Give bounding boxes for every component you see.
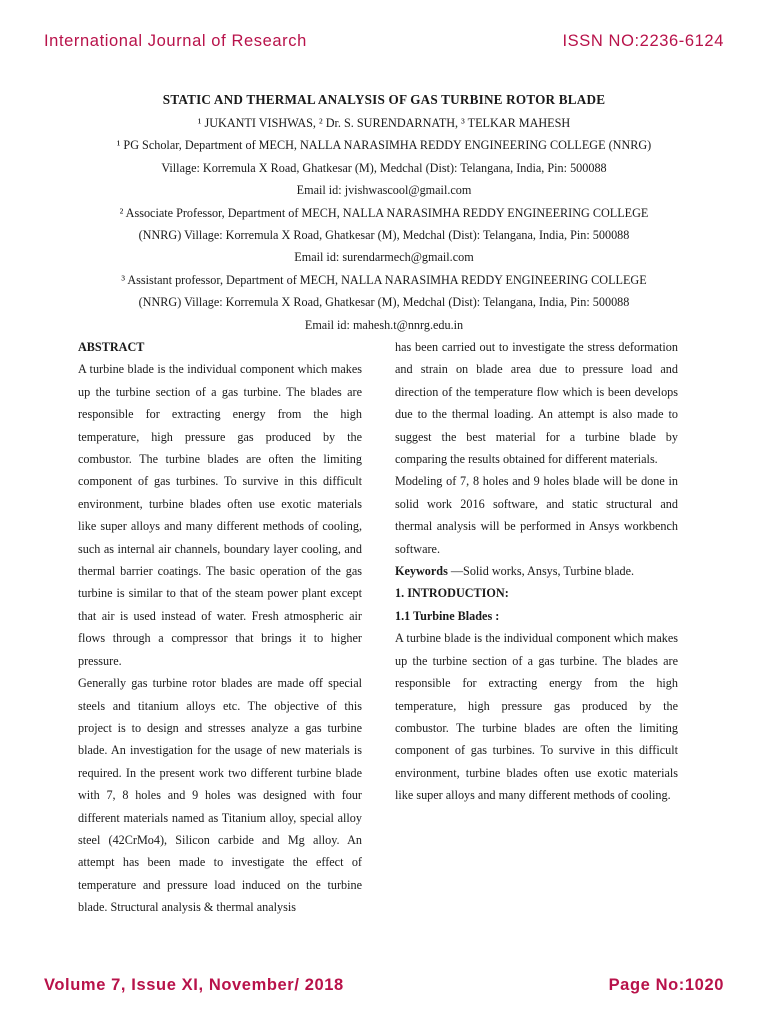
paper-title: STATIC AND THERMAL ANALYSIS OF GAS TURBINE ROTOR BLADE [162, 92, 606, 107]
turbine-blades-subheading: 1.1 Turbine Blades : [395, 608, 500, 623]
introduction-paragraph: A turbine blade is the individual component which makes up the turbine section of a gas turbine. The blades are responsible for extracting energy from the high temperature, high pressure gas produced by the combustor. The turbine blades are often the limiting component of gas turbines. To survive in this difficult environment, turbine blades often use exotic materials like super alloys and many different methods of cooling. [395, 631, 678, 803]
abstract-heading: ABSTRACT [78, 340, 145, 354]
abstract-paragraph-1: A turbine blade is the individual component which makes up the turbine section of a gas turbine. The blades are responsible for extracting energy from the high temperature, high pressure gas produced by the combustor. The turbine blades are often the limiting component of gas turbines. To survive in this difficult environment, turbine blades often use exotic materials like super alloys and many different methods of cooling, such as internal air channels, boundary layer cooling, and thermal barrier coatings. The basic operation of the gas turbine is similar to that of the steam power plant except that air is used instead of water. Fresh atmospheric air flows through a compressor that brings it to higher pressure. [78, 362, 362, 668]
journal-footer [44, 976, 724, 995]
volume-issue: Volume 7, Issue XI, November/ 2018 [44, 976, 344, 994]
issn-number: ISSN NO:2236-6124 [562, 32, 724, 50]
keywords-text: —Solid works, Ansys, Turbine blade. [447, 564, 635, 579]
page-number: Page No:1020 [608, 976, 724, 994]
affiliation-2-line-1: ² Associate Professor, Department of MECH, NALLA NARASIMHA REDDY ENGINEERING COLLEGE [119, 205, 649, 220]
affiliation-3-line-2: (NNRG) Village: Korremula X Road, Ghatkesar (M), Medchal (Dist): Telangana, India, Pin: 500088 [138, 295, 630, 310]
affiliation-3-line-1: ³ Assistant professor, Department of MECH, NALLA NARASIMHA REDDY ENGINEERING COLLEGE [121, 272, 647, 287]
modeling-paragraph: Modeling of 7, 8 holes and 9 holes blade will be done in solid work 2016 software, and static structural and thermal analysis will be performed in Ansys workbench software. [395, 474, 678, 556]
affiliation-3-email: Email id: mahesh.t@nnrg.edu.in [304, 317, 464, 332]
keywords-line [395, 560, 678, 582]
journal-header [44, 32, 724, 51]
abstract-paragraph-2: Generally gas turbine rotor blades are made off special steels and titanium alloys etc. The objective of this project is to design and stresses analyze a gas turbine blade. An investigation for the usage of new materials is required. In the present work two different turbine blade with 7, 8 holes and 9 holes was designed with four different materials named as Titanium alloy, special alloy steel (42CrMo4), Silicon carbide and Mg alloy. An attempt has been made to investigate the effect of temperature and pressure load induced on the turbine blade. Structural analysis & thermal analysis [78, 676, 362, 915]
abstract-continuation: has been carried out to investigate the stress deformation and strain on blade area due to pressure load and direction of the temperature flow which is been develops due to the thermal loading. An attempt is also made to suggest the best material for a turbine blade by comparing the results obtained for different materials. [395, 340, 678, 467]
left-column [78, 336, 362, 919]
journal-name: International Journal of Research [44, 32, 307, 50]
affiliation-1-line-2: Village: Korremula X Road, Ghatkesar (M), Medchal (Dist): Telangana, India, Pin: 500088 [161, 160, 607, 175]
affiliation-2-email: Email id: surendarmech@gmail.com [294, 250, 474, 265]
introduction-heading: 1. INTRODUCTION: [395, 586, 509, 601]
affiliation-1-line-1: ¹ PG Scholar, Department of MECH, NALLA NARASIMHA REDDY ENGINEERING COLLEGE (NNRG) [116, 138, 652, 153]
author-list: ¹ JUKANTI VISHWAS, ² Dr. S. SURENDARNATH, ³ TELKAR MAHESH [197, 116, 571, 130]
affiliation-1-email: Email id: jvishwascool@gmail.com [296, 183, 472, 198]
keywords-label: Keywords [395, 564, 448, 579]
right-column [395, 336, 678, 807]
front-matter [60, 92, 708, 336]
affiliation-2-line-2: (NNRG) Village: Korremula X Road, Ghatkesar (M), Medchal (Dist): Telangana, India, Pin: 500088 [138, 228, 630, 243]
